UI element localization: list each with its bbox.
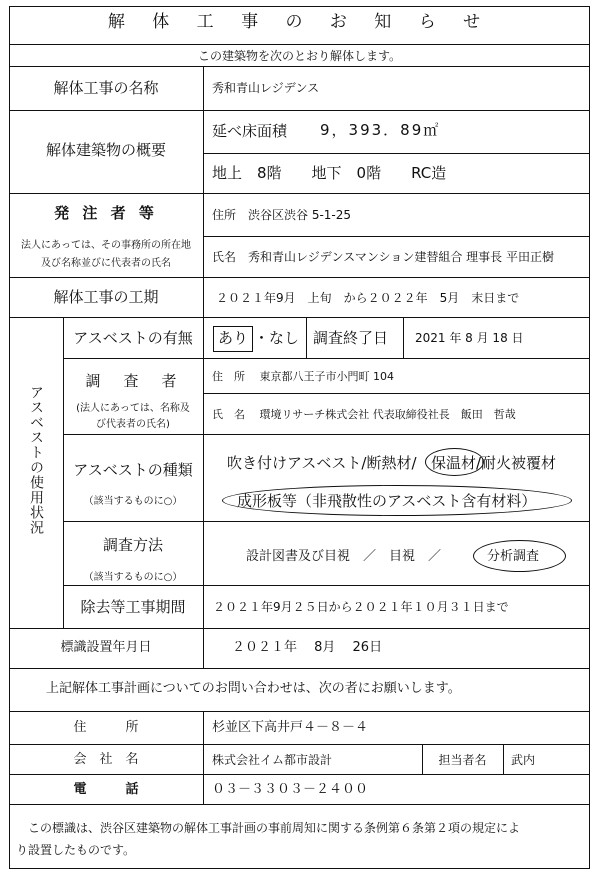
contact-phone-value: ０３－３３０３－２４００ — [212, 782, 369, 797]
survey-end-label: 調査終了日 — [313, 329, 389, 347]
client-address: 住所 渋谷区渋谷 5-1-25 — [212, 208, 352, 222]
footer-note-line1: この標識は、渋谷区建築物の解体工事計画の事前周知に関する条例第６条第２項の規定によ — [28, 821, 521, 835]
sign-date-label: 標識設置年月日 — [60, 640, 152, 655]
divider — [203, 236, 590, 237]
period-label: 解体工事の工期 — [53, 288, 159, 306]
column-divider — [203, 66, 204, 317]
presence-no: ・なし — [254, 329, 300, 347]
contact-company-value: 株式会社イム都市設計 — [212, 753, 333, 767]
asbestos-type-circled: 保温材 — [431, 454, 477, 472]
method-circled: 分析調査 — [487, 549, 540, 564]
column-divider — [203, 711, 204, 804]
surveyor-label: 調 査 者 — [85, 372, 181, 390]
contact-address-value: 杉並区下高井戸４－８－４ — [212, 720, 369, 735]
inquiry-text: 上記解体工事計画についてのお問い合わせは、次の者にお願いします。 — [46, 681, 461, 696]
divider — [9, 44, 590, 45]
divider — [9, 711, 590, 712]
removal-label: 除去等工事期間 — [80, 598, 186, 616]
client-note-1: 法人にあっては、その事務所の所在地 — [21, 240, 191, 251]
surveyor-note-2: び代表者の氏名) — [96, 419, 170, 430]
column-divider — [203, 317, 204, 628]
method-value: 設計図書及び目視 ／ 目視 ／ — [246, 549, 442, 564]
asbestos-type-line2: 成形板等（非飛散性のアスベスト含有材料） — [237, 492, 537, 510]
divider — [9, 774, 590, 775]
surveyor-address: 住 所 東京都八王子市小門町 104 — [212, 370, 394, 383]
method-note: （該当するものに○） — [83, 572, 183, 583]
contact-person-value: 武内 — [511, 753, 536, 767]
divider — [9, 804, 590, 805]
asbestos-type-label: アスベストの種類 — [73, 461, 193, 479]
asbestos-section-label: アスベストの使用状況 — [28, 385, 44, 535]
floors-info: 地上 8階 地下 0階 RC造 — [212, 164, 447, 182]
asbestos-type-note: （該当するものに○） — [83, 496, 183, 507]
surveyor-name: 氏 名 環境リサーチ株式会社 代表取締役社長 飯田 哲哉 — [212, 408, 516, 421]
client-label: 発 注 者 等 — [54, 204, 158, 222]
divider — [9, 628, 590, 629]
overview-label: 解体建築物の概要 — [45, 141, 166, 159]
presence-yes: あり — [218, 329, 249, 347]
divider — [9, 66, 590, 67]
page-title: 解 体 工 事 の お 知 ら せ — [107, 12, 492, 32]
survey-end-value: 2021 年 8 月 18 日 — [415, 331, 524, 345]
divider — [203, 393, 590, 394]
divider — [9, 110, 590, 111]
footer-note-line2: り設置したものです。 — [16, 843, 136, 857]
divider — [63, 585, 590, 586]
divider — [9, 193, 590, 194]
floor-area-label: 延べ床面積 — [212, 122, 288, 140]
divider — [63, 434, 590, 435]
column-divider — [306, 317, 307, 358]
surveyor-note-1: (法人にあっては、名称及 — [76, 403, 190, 414]
column-divider — [503, 744, 504, 774]
removal-value: ２０２１年9月２５日から２０２１年１０月３１日まで — [213, 600, 509, 614]
floor-area-value: 9，393．89㎡ — [320, 121, 441, 139]
divider — [9, 277, 590, 278]
divider — [63, 358, 590, 359]
presence-label: アスベストの有無 — [73, 329, 193, 347]
column-divider — [403, 317, 404, 358]
sign-date-value: ２０２１年 8月 26日 — [232, 640, 383, 655]
contact-company-label: 会 社 名 — [73, 752, 139, 767]
divider — [63, 521, 590, 522]
outer-frame — [9, 6, 590, 869]
contact-phone-label: 電 話 — [73, 782, 139, 797]
asbestos-type-line1-a: 吹き付けアスベスト/断熱材/ — [227, 454, 417, 472]
page-subtitle: この建築物を次のとおり解体します。 — [197, 49, 402, 63]
client-name: 氏名 秀和青山レジデンスマンション建替組合 理事長 平田正樹 — [212, 250, 554, 264]
client-note-2: 及び名称並びに代表者の氏名 — [41, 258, 171, 269]
divider — [9, 317, 590, 318]
project-name-label: 解体工事の名称 — [53, 79, 159, 97]
divider — [203, 153, 590, 154]
project-name-value: 秀和青山レジデンス — [212, 81, 320, 95]
contact-person-label: 担当者名 — [438, 753, 487, 767]
divider — [9, 668, 590, 669]
column-divider — [203, 628, 204, 668]
period-value: ２０２１年9月 上旬 から２０２２年 5月 末日まで — [216, 291, 520, 305]
contact-address-label: 住 所 — [73, 720, 139, 735]
asbestos-type-line1-b: /耐火被覆材 — [476, 454, 557, 472]
method-label: 調査方法 — [102, 536, 163, 554]
